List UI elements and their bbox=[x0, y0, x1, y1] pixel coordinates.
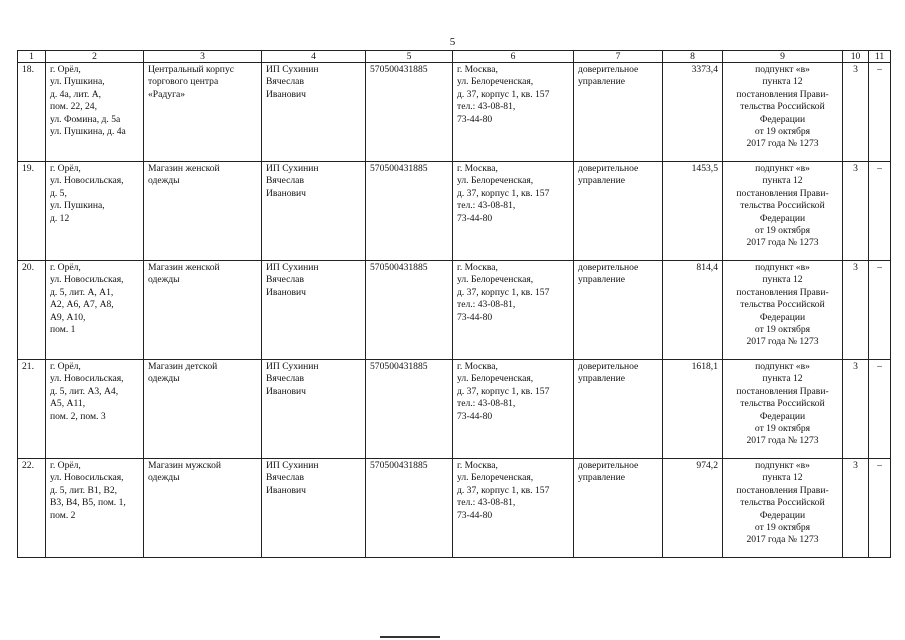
cell-line: доверительное bbox=[578, 64, 639, 75]
object-name-cell bbox=[144, 261, 262, 360]
cell-line: 73-44-80 bbox=[457, 212, 493, 224]
cell-line: Вячеслав bbox=[266, 472, 304, 484]
cell-line: г. Москва, bbox=[457, 460, 498, 471]
owner-address-cell bbox=[453, 459, 574, 558]
owner-name-cell bbox=[262, 63, 366, 162]
row-number-cell: 20. bbox=[18, 261, 46, 360]
cell-line: тельства Российской bbox=[740, 398, 825, 410]
owner-address-cell bbox=[453, 63, 574, 162]
note-cell: – bbox=[869, 360, 891, 459]
owner-name-cell bbox=[262, 162, 366, 261]
cell-line: Магазин женской bbox=[148, 163, 220, 174]
legal-basis-cell bbox=[723, 459, 843, 558]
row-number-cell: 21. bbox=[18, 360, 46, 459]
cell-line: д. 4а, лит. А, bbox=[50, 88, 102, 100]
cell-line: Магазин детской bbox=[148, 361, 218, 372]
table-row bbox=[18, 162, 891, 261]
cell-line: г. Орёл, bbox=[50, 361, 81, 372]
row-number-cell: 22. bbox=[18, 459, 46, 558]
cell-line: ул. Фомина, д. 5а bbox=[50, 113, 121, 125]
address-cell bbox=[46, 261, 144, 360]
cell-line: от 19 октября bbox=[754, 522, 811, 534]
cell-line: постановления Прави- bbox=[736, 187, 829, 199]
cell-line: управление bbox=[578, 274, 625, 286]
cell-line: ул. Белореченская, bbox=[457, 472, 534, 484]
cell-line: 2017 года № 1273 bbox=[746, 138, 819, 150]
cell-line: д. 37, корпус 1, кв. 157 bbox=[457, 187, 550, 199]
cell-line: подпункт «в» bbox=[755, 262, 810, 273]
cell-line: пом. 22, 24, bbox=[50, 101, 97, 113]
cell-line: Вячеслав bbox=[266, 175, 304, 187]
cell-line: ул. Новосильская, bbox=[50, 175, 124, 187]
cell-line: г. Москва, bbox=[457, 361, 498, 372]
address-cell bbox=[46, 459, 144, 558]
cell-line: Федерации bbox=[759, 410, 806, 422]
cell-line: А2, А6, А7, А8, bbox=[50, 299, 114, 311]
cell-line: д. 37, корпус 1, кв. 157 bbox=[457, 286, 550, 298]
page-number: 5 bbox=[449, 36, 456, 48]
right-type-cell bbox=[574, 360, 663, 459]
cell-line: от 19 октября bbox=[754, 126, 811, 138]
cell-line: Иванович bbox=[266, 385, 307, 397]
cell-line: постановления Прави- bbox=[736, 385, 829, 397]
cell-line: подпункт «в» bbox=[755, 361, 810, 372]
cell-line: ул. Пушкина, д. 4а bbox=[50, 126, 126, 138]
cell-line: постановления Прави- bbox=[736, 88, 829, 100]
cell-line: тел.: 43-08-81, bbox=[457, 101, 516, 113]
cell-line: одежды bbox=[148, 274, 180, 286]
cell-line: управление bbox=[578, 373, 625, 385]
column-header: 2 bbox=[46, 51, 144, 63]
cell-line: управление bbox=[578, 175, 625, 187]
right-type-cell bbox=[574, 63, 663, 162]
cell-line: управление bbox=[578, 76, 625, 88]
cell-line: пункта 12 bbox=[762, 274, 803, 286]
cell-line: пункта 12 bbox=[762, 373, 803, 385]
right-type-cell bbox=[574, 162, 663, 261]
category-cell: 3 bbox=[843, 261, 869, 360]
cell-line: постановления Прави- bbox=[736, 484, 829, 496]
cell-line: 2017 года № 1273 bbox=[746, 534, 819, 546]
legal-basis-cell bbox=[723, 162, 843, 261]
owner-name-cell bbox=[262, 360, 366, 459]
row-number-cell: 19. bbox=[18, 162, 46, 261]
row-number-cell: 18. bbox=[18, 63, 46, 162]
cell-line: А5, А11, bbox=[50, 398, 86, 410]
cell-line: «Радуга» bbox=[148, 88, 186, 100]
cell-line: Федерации bbox=[759, 113, 806, 125]
cell-line: д. 37, корпус 1, кв. 157 bbox=[457, 484, 550, 496]
category-cell: 3 bbox=[843, 360, 869, 459]
note-cell: – bbox=[869, 63, 891, 162]
cell-line: д. 5, bbox=[50, 187, 67, 199]
cell-line: Федерации bbox=[759, 212, 806, 224]
table-row bbox=[18, 360, 891, 459]
owner-address-cell bbox=[453, 162, 574, 261]
cell-line: Магазин женской bbox=[148, 262, 220, 273]
category-cell: 3 bbox=[843, 459, 869, 558]
legal-basis-cell bbox=[723, 360, 843, 459]
cell-line: тел.: 43-08-81, bbox=[457, 398, 516, 410]
cell-line: г. Москва, bbox=[457, 262, 498, 273]
area-cell: 1453,5 bbox=[663, 162, 723, 261]
note-cell: – bbox=[869, 162, 891, 261]
cell-line: Иванович bbox=[266, 88, 307, 100]
cell-line: ул. Новосильская, bbox=[50, 373, 124, 385]
category-cell: 3 bbox=[843, 63, 869, 162]
area-cell: 1618,1 bbox=[663, 360, 723, 459]
cell-line: ул. Пушкина, bbox=[50, 76, 105, 88]
cell-line: управление bbox=[578, 472, 625, 484]
owner-address-cell bbox=[453, 360, 574, 459]
inn-cell: 570500431885 bbox=[366, 63, 453, 162]
cell-line: д. 5, лит. А, А1, bbox=[50, 286, 114, 298]
cell-line: постановления Прави- bbox=[736, 286, 829, 298]
object-name-cell bbox=[144, 459, 262, 558]
cell-line: от 19 октября bbox=[754, 423, 811, 435]
area-cell: 3373,4 bbox=[663, 63, 723, 162]
cell-line: ул. Белореченская, bbox=[457, 373, 534, 385]
column-header: 7 bbox=[574, 51, 663, 63]
cell-line: тельства Российской bbox=[740, 299, 825, 311]
cell-line: тел.: 43-08-81, bbox=[457, 299, 516, 311]
cell-line: д. 12 bbox=[50, 212, 70, 224]
area-cell: 974,2 bbox=[663, 459, 723, 558]
cell-line: доверительное bbox=[578, 262, 639, 273]
cell-line: г. Москва, bbox=[457, 64, 498, 75]
cell-line: пом. 2, пом. 3 bbox=[50, 410, 106, 422]
cell-line: Вячеслав bbox=[266, 76, 304, 88]
cell-line: пом. 1 bbox=[50, 324, 76, 336]
cell-line: одежды bbox=[148, 175, 180, 187]
cell-line: ул. Новосильская, bbox=[50, 472, 124, 484]
cell-line: д. 37, корпус 1, кв. 157 bbox=[457, 88, 550, 100]
inn-cell: 570500431885 bbox=[366, 360, 453, 459]
cell-line: пункта 12 bbox=[762, 76, 803, 88]
inn-cell: 570500431885 bbox=[366, 261, 453, 360]
address-cell bbox=[46, 63, 144, 162]
cell-line: ИП Сухинин bbox=[266, 361, 319, 372]
legal-basis-cell bbox=[723, 63, 843, 162]
cell-line: тельства Российской bbox=[740, 200, 825, 212]
cell-line: г. Орёл, bbox=[50, 163, 81, 174]
column-header: 10 bbox=[843, 51, 869, 63]
owner-name-cell bbox=[262, 261, 366, 360]
cell-line: д. 5, лит. А3, А4, bbox=[50, 385, 119, 397]
cell-line: Федерации bbox=[759, 509, 806, 521]
cell-line: 73-44-80 bbox=[457, 311, 493, 323]
right-type-cell bbox=[574, 459, 663, 558]
cell-line: от 19 октября bbox=[754, 324, 811, 336]
column-header: 4 bbox=[262, 51, 366, 63]
cell-line: ИП Сухинин bbox=[266, 262, 319, 273]
column-header: 3 bbox=[144, 51, 262, 63]
column-header: 11 bbox=[869, 51, 891, 63]
owner-address-cell bbox=[453, 261, 574, 360]
cell-line: Вячеслав bbox=[266, 373, 304, 385]
cell-line: тельства Российской bbox=[740, 101, 825, 113]
inn-cell: 570500431885 bbox=[366, 459, 453, 558]
cell-line: ул. Белореченская, bbox=[457, 274, 534, 286]
registry-table bbox=[17, 50, 891, 558]
cell-line: Федерации bbox=[759, 311, 806, 323]
inn-cell: 570500431885 bbox=[366, 162, 453, 261]
address-cell bbox=[46, 162, 144, 261]
cell-line: доверительное bbox=[578, 361, 639, 372]
cell-line: Магазин мужской bbox=[148, 460, 221, 471]
cell-line: от 19 октября bbox=[754, 225, 811, 237]
category-cell: 3 bbox=[843, 162, 869, 261]
cell-line: д. 37, корпус 1, кв. 157 bbox=[457, 385, 550, 397]
address-cell bbox=[46, 360, 144, 459]
legal-basis-cell bbox=[723, 261, 843, 360]
cell-line: Иванович bbox=[266, 484, 307, 496]
object-name-cell bbox=[144, 360, 262, 459]
cell-line: А9, А10, bbox=[50, 311, 86, 323]
column-header: 5 bbox=[366, 51, 453, 63]
cell-line: г. Орёл, bbox=[50, 460, 81, 471]
column-number-row bbox=[18, 51, 891, 63]
cell-line: ул. Белореченская, bbox=[457, 76, 534, 88]
cell-line: ИП Сухинин bbox=[266, 460, 319, 471]
column-header: 8 bbox=[663, 51, 723, 63]
cell-line: 2017 года № 1273 bbox=[746, 237, 819, 249]
cell-line: Центральный корпус bbox=[148, 64, 235, 75]
column-header: 6 bbox=[453, 51, 574, 63]
cell-line: пункта 12 bbox=[762, 472, 803, 484]
cell-line: одежды bbox=[148, 373, 180, 385]
cell-line: пом. 2 bbox=[50, 509, 76, 521]
table-row bbox=[18, 459, 891, 558]
object-name-cell bbox=[144, 63, 262, 162]
cell-line: доверительное bbox=[578, 163, 639, 174]
cell-line: подпункт «в» bbox=[755, 163, 810, 174]
cell-line: 2017 года № 1273 bbox=[746, 435, 819, 447]
cell-line: тел.: 43-08-81, bbox=[457, 497, 516, 509]
cell-line: подпункт «в» bbox=[755, 460, 810, 471]
right-type-cell bbox=[574, 261, 663, 360]
table-row bbox=[18, 261, 891, 360]
cell-line: подпункт «в» bbox=[755, 64, 810, 75]
cell-line: 73-44-80 bbox=[457, 509, 493, 521]
cell-line: г. Москва, bbox=[457, 163, 498, 174]
cell-line: ул. Новосильская, bbox=[50, 274, 124, 286]
cell-line: 73-44-80 bbox=[457, 113, 493, 125]
object-name-cell bbox=[144, 162, 262, 261]
table-row bbox=[18, 63, 891, 162]
cell-line: одежды bbox=[148, 472, 180, 484]
cell-line: пункта 12 bbox=[762, 175, 803, 187]
cell-line: торгового центра bbox=[148, 76, 219, 88]
cell-line: В3, В4, В5, пом. 1, bbox=[50, 497, 126, 509]
area-cell: 814,4 bbox=[663, 261, 723, 360]
cell-line: ул. Белореченская, bbox=[457, 175, 534, 187]
cell-line: Иванович bbox=[266, 187, 307, 199]
bottom-scan-mark bbox=[380, 636, 440, 638]
cell-line: тел.: 43-08-81, bbox=[457, 200, 516, 212]
cell-line: Вячеслав bbox=[266, 274, 304, 286]
note-cell: – bbox=[869, 459, 891, 558]
cell-line: ИП Сухинин bbox=[266, 64, 319, 75]
cell-line: 2017 года № 1273 bbox=[746, 336, 819, 348]
cell-line: 73-44-80 bbox=[457, 410, 493, 422]
note-cell: – bbox=[869, 261, 891, 360]
cell-line: г. Орёл, bbox=[50, 262, 81, 273]
cell-line: ул. Пушкина, bbox=[50, 200, 105, 212]
column-header: 1 bbox=[18, 51, 46, 63]
cell-line: тельства Российской bbox=[740, 497, 825, 509]
cell-line: д. 5, лит. В1, В2, bbox=[50, 484, 118, 496]
cell-line: г. Орёл, bbox=[50, 64, 81, 75]
cell-line: доверительное bbox=[578, 460, 639, 471]
column-header: 9 bbox=[723, 51, 843, 63]
cell-line: ИП Сухинин bbox=[266, 163, 319, 174]
owner-name-cell bbox=[262, 459, 366, 558]
cell-line: Иванович bbox=[266, 286, 307, 298]
